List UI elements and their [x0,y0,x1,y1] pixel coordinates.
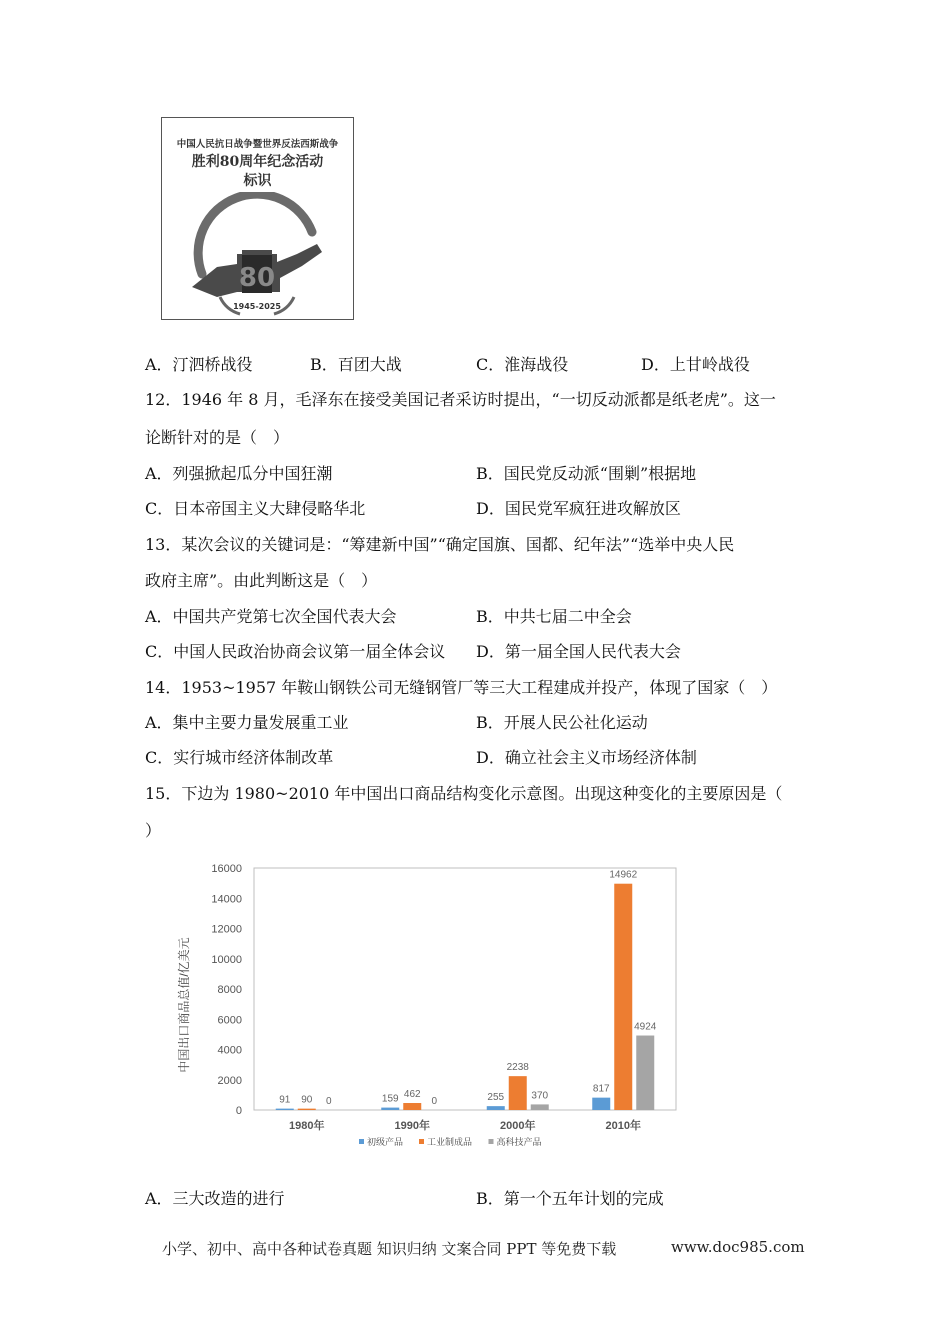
data-label: 90 [301,1094,313,1106]
q14-option-b: B．开展人民公社化运动 [476,713,648,732]
data-label: 159 [381,1093,399,1105]
y-tick-label: 0 [235,1105,242,1117]
q13-stem-line1: 13．某次会议的关键词是：“筹建新中国”“确定国旗、国都、纪年法”“选举中央人民 [145,535,735,554]
data-label: 91 [279,1094,291,1106]
bar-工业制成品 [509,1076,527,1110]
footer-text: 小学、初中、高中各种试卷真题 知识归纳 文案合同 PPT 等免费下载 [162,1240,617,1258]
q13-stem-line2: 政府主席”。由此判断这是（ ） [145,571,378,590]
y-tick-label: 10000 [211,953,242,966]
q13-option-a: A．中国共产党第七次全国代表大会 [145,607,397,626]
footer-website-link[interactable]: www.doc985.com [671,1238,805,1256]
logo-title-line3: 标识 [243,173,272,189]
data-label: 370 [531,1090,549,1102]
bar-高科技产品 [636,1036,654,1110]
q11-option-c: C．淮海战役 [476,355,569,374]
q14-stem: 14．1953~1957 年鞍山钢铁公司无缝钢管厂等三大工程建成并投产，体现了国家（ ） [145,678,778,697]
chart-plot-frame [254,868,676,1110]
data-label: 14962 [609,869,638,881]
q15-stem-line2: ） [145,821,162,840]
great-wall-emblem-icon [162,192,353,317]
q15-option-b: B．第一个五年计划的完成 [476,1189,664,1208]
bar-工业制成品 [614,884,632,1110]
data-label: 462 [403,1089,421,1101]
data-label: 2238 [506,1062,529,1074]
bar-初级产品 [276,1109,294,1110]
bar-工业制成品 [403,1103,421,1110]
q13-option-d: D．第一届全国人民代表大会 [476,642,681,661]
data-label: 4924 [634,1021,657,1033]
q13-option-c: C．中国人民政治协商会议第一届全体会议 [145,642,446,661]
y-tick-label: 4000 [217,1044,242,1057]
legend-swatch [359,1139,364,1144]
q11-option-b: B．百团大战 [310,355,402,374]
y-tick-label: 12000 [211,923,242,936]
export-structure-bar-chart [166,855,686,1155]
x-tick-label: 1990年 [394,1120,430,1132]
legend-entry: 初级产品 [367,1137,404,1147]
bar-工业制成品 [298,1109,316,1110]
chart-y-axis-label: 中国出口商品总值/亿美元 [177,937,191,1073]
data-label: 0 [431,1096,438,1107]
q13-option-b: B．中共七届二中全会 [476,607,632,626]
q12-option-d: D．国民党军疯狂进攻解放区 [476,499,681,518]
legend-swatch [419,1139,424,1144]
q11-option-a: A．汀泗桥战役 [145,355,253,374]
q15-option-a: A．三大改造的进行 [145,1189,285,1208]
q14-option-c: C．实行城市经济体制改革 [145,748,334,767]
data-label: 255 [487,1092,505,1104]
y-tick-label: 16000 [211,863,242,875]
bar-初级产品 [381,1108,399,1110]
legend-entry: 高科技产品 [496,1137,542,1147]
data-label: 817 [592,1083,610,1095]
anniversary-logo-image [161,117,354,320]
q12-stem-line2: 论断针对的是（ ） [145,428,290,447]
y-tick-label: 14000 [211,893,242,906]
logo-title-line2: 胜利80周年纪念活动 [191,154,324,170]
data-label: 0 [325,1096,332,1107]
logo-title-line1: 中国人民抗日战争暨世界反法西斯战争 [176,139,339,150]
bar-高科技产品 [531,1104,549,1110]
q12-option-c: C．日本帝国主义大肆侵略华北 [145,499,366,518]
legend-swatch [489,1139,494,1144]
logo-years: 1945-2025 [233,302,281,311]
q12-option-a: A．列强掀起瓜分中国狂潮 [145,464,333,483]
q15-stem-line1: 15．下边为 1980~2010 年中国出口商品结构变化示意图。出现这种变化的主要原因是（ [145,784,783,803]
q14-option-a: A．集中主要力量发展重工业 [145,713,349,732]
y-tick-label: 6000 [217,1014,242,1027]
bar-初级产品 [592,1098,610,1110]
q11-option-d: D．上甘岭战役 [641,355,750,374]
logo-number: 80 [238,263,276,293]
bar-初级产品 [487,1106,505,1110]
y-tick-label: 8000 [217,984,242,996]
q12-stem-line1: 12．1946 年 8 月，毛泽东在接受美国记者采访时提出，“一切反动派都是纸老虎”。这一 [145,390,776,409]
x-tick-label: 2000年 [500,1120,536,1132]
y-tick-label: 2000 [217,1074,242,1087]
x-tick-label: 1980年 [289,1120,325,1132]
q12-option-b: B．国民党反动派“围剿”根据地 [476,464,697,483]
legend-entry: 工业制成品 [427,1137,473,1147]
x-tick-label: 2010年 [605,1120,641,1132]
q14-option-d: D．确立社会主义市场经济体制 [476,748,697,767]
